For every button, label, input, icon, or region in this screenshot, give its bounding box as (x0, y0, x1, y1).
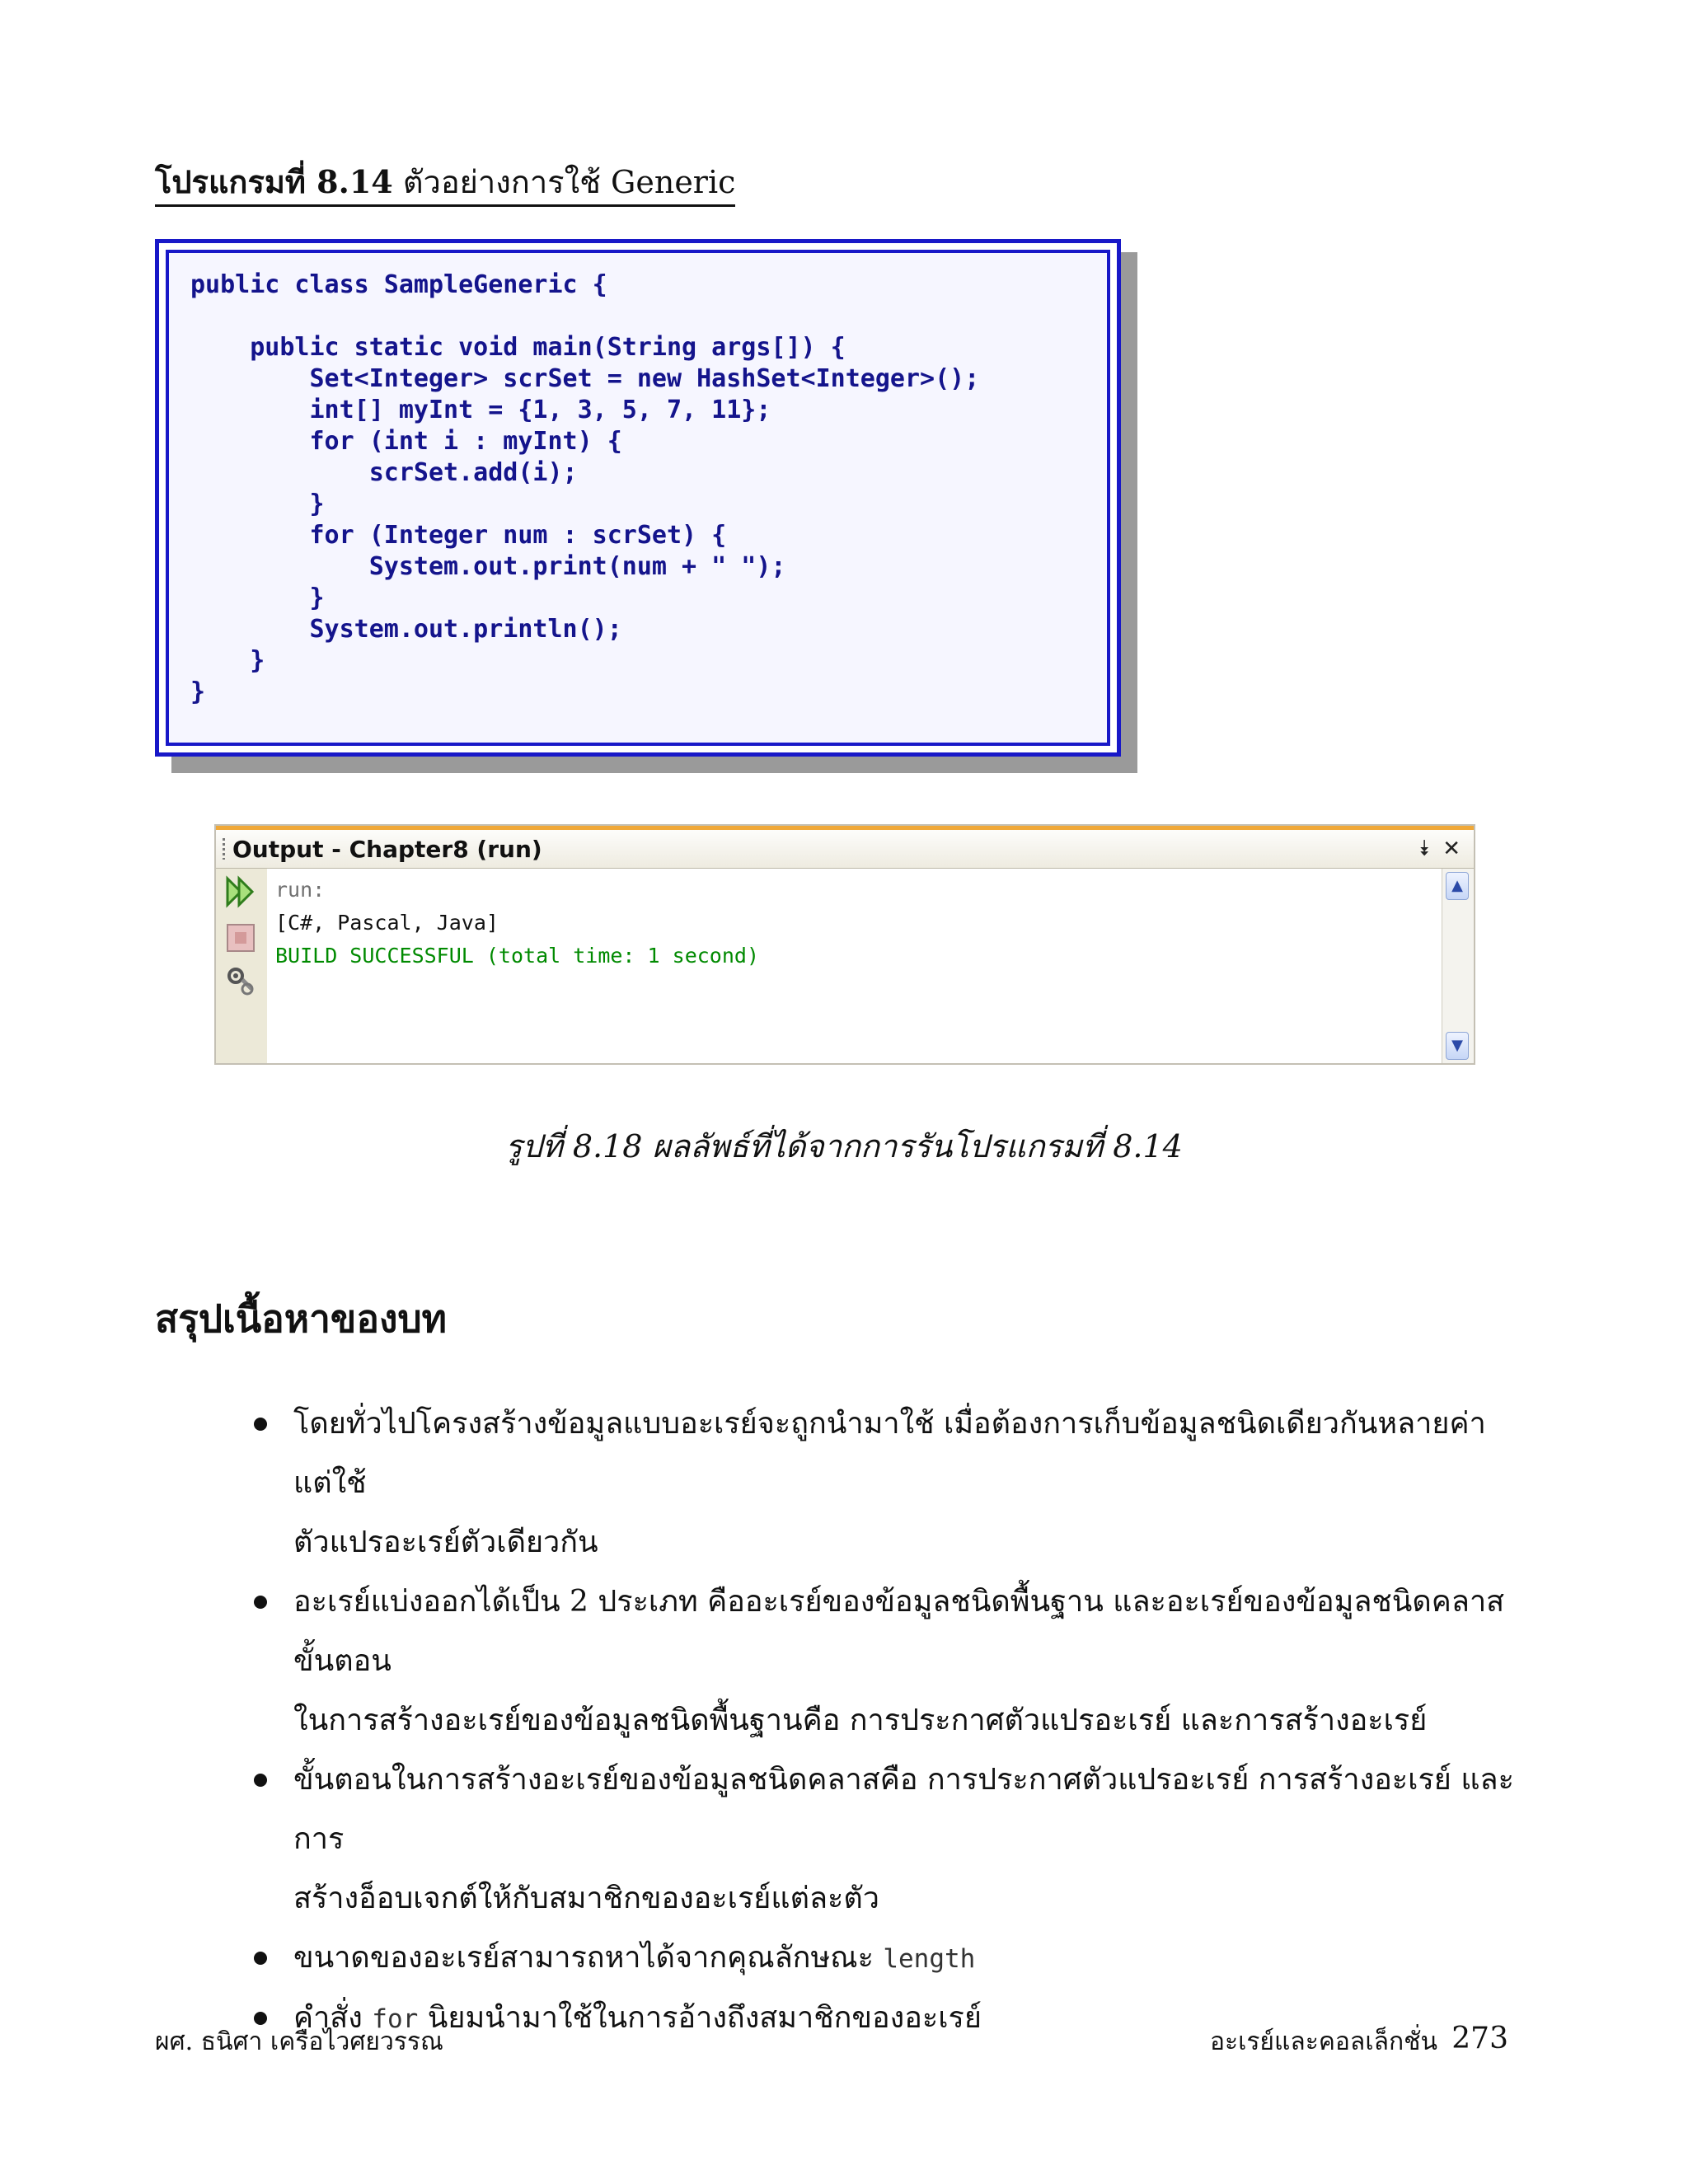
output-titlebar (216, 830, 1474, 869)
footer-author: ผศ. ธนิศา เครือไวศยวรรณ (155, 2027, 443, 2056)
settings-icon[interactable] (224, 964, 257, 997)
minimize-window-icon[interactable]: ⯯ (1418, 837, 1431, 861)
inline-code: length (883, 1944, 976, 1974)
output-toolbar (216, 869, 268, 1063)
section-heading: สรุปเนื้อหาของบท (155, 1296, 447, 1341)
bullet-text-after: นิยมนำมาใช้ในการอ้างถึงสมาชิกของอะเรย์ (418, 2001, 982, 2035)
bullet-text: ขั้นตอนในการสร้างอะเรย์ของข้อมูลชนิดคลาสคือ การประกาศตัวแปรอะเรย์ การสร้างอะเรย์ และการ สร้างอ็อบเจกต์ให้กับสมาชิกของอะเรย์แต่ละตัว (293, 1763, 1514, 1915)
list-item (247, 1750, 1533, 1929)
rerun-icon[interactable] (224, 875, 257, 908)
inline-code: for (372, 2004, 419, 2034)
console-line-result: [C#, Pascal, Java] (275, 911, 499, 935)
console-line-run: run: (275, 878, 326, 902)
output-scrollbar[interactable] (1442, 869, 1474, 1063)
bullet-text: อะเรย์แบ่งออกได้เป็น 2 ประเภท คืออะเรย์ของข้อมูลชนิดพื้นฐาน และอะเรย์ของข้อมูลชนิดคลาสขั้นตอน ในการสร้างอะเรย์ของข้อมูลชนิดพื้นฐานคือ การประกาศตัวแปรอะเรย์ และการสร้างอะเรย์ (293, 1585, 1505, 1737)
list-item (247, 1394, 1533, 1572)
page-number: 273 (1451, 2022, 1508, 2055)
figure-caption: รูปที่ 8.18 ผลลัพธ์ที่ได้จากการรันโปรแกรมที่ 8.14 (505, 1128, 1183, 1165)
bullet-text: ขนาดของอะเรย์สามารถหาได้จากคุณลักษณะ (293, 1941, 884, 1975)
scroll-down-icon[interactable]: ▼ (1446, 1032, 1469, 1060)
close-window-icon[interactable]: ✕ (1442, 837, 1461, 861)
list-item (247, 1572, 1533, 1750)
stop-icon[interactable] (224, 921, 257, 954)
footer-chapter: อะเรย์และคอลเล็กชั่น (1209, 2027, 1437, 2056)
bullet-text: คำสั่ง (293, 2001, 373, 2035)
bullet-text: โดยทั่วไปโครงสร้างข้อมูลแบบอะเรย์จะถูกนำมาใช้ เมื่อต้องการเก็บข้อมูลชนิดเดียวกันหลายค่า แต่ใช้ ตัวแปรอะเรย์ตัวเดียวกัน (293, 1407, 1486, 1559)
list-item (247, 1929, 1533, 1989)
code-listing-inner (166, 250, 1110, 746)
output-window (214, 824, 1475, 1065)
scroll-up-icon[interactable]: ▲ (1446, 872, 1469, 900)
drag-grip-icon[interactable] (223, 838, 225, 860)
code-listing-box (155, 239, 1121, 757)
code-listing: public class SampleGeneric { public static void main(String args[]) { Set<Integer> scrSet = new HashSet<Integer>(); int[] myInt = {1, 3, 5, 7, 11}; for (int i : myInt) { scrSet.add(i); } for (Integer num : scrSet) { System.out.print(num + " "); } System.out.println(); } } (190, 270, 980, 706)
program-heading (155, 162, 735, 207)
summary-list (247, 1394, 1533, 2049)
program-title: ตัวอย่างการใช้ Generic (402, 164, 736, 200)
output-title: Output - Chapter8 (run) (232, 836, 542, 863)
output-console[interactable] (267, 869, 1442, 1063)
program-number: โปรแกรมที่ 8.14 (155, 163, 393, 200)
console-line-build: BUILD SUCCESSFUL (total time: 1 second) (275, 944, 759, 968)
